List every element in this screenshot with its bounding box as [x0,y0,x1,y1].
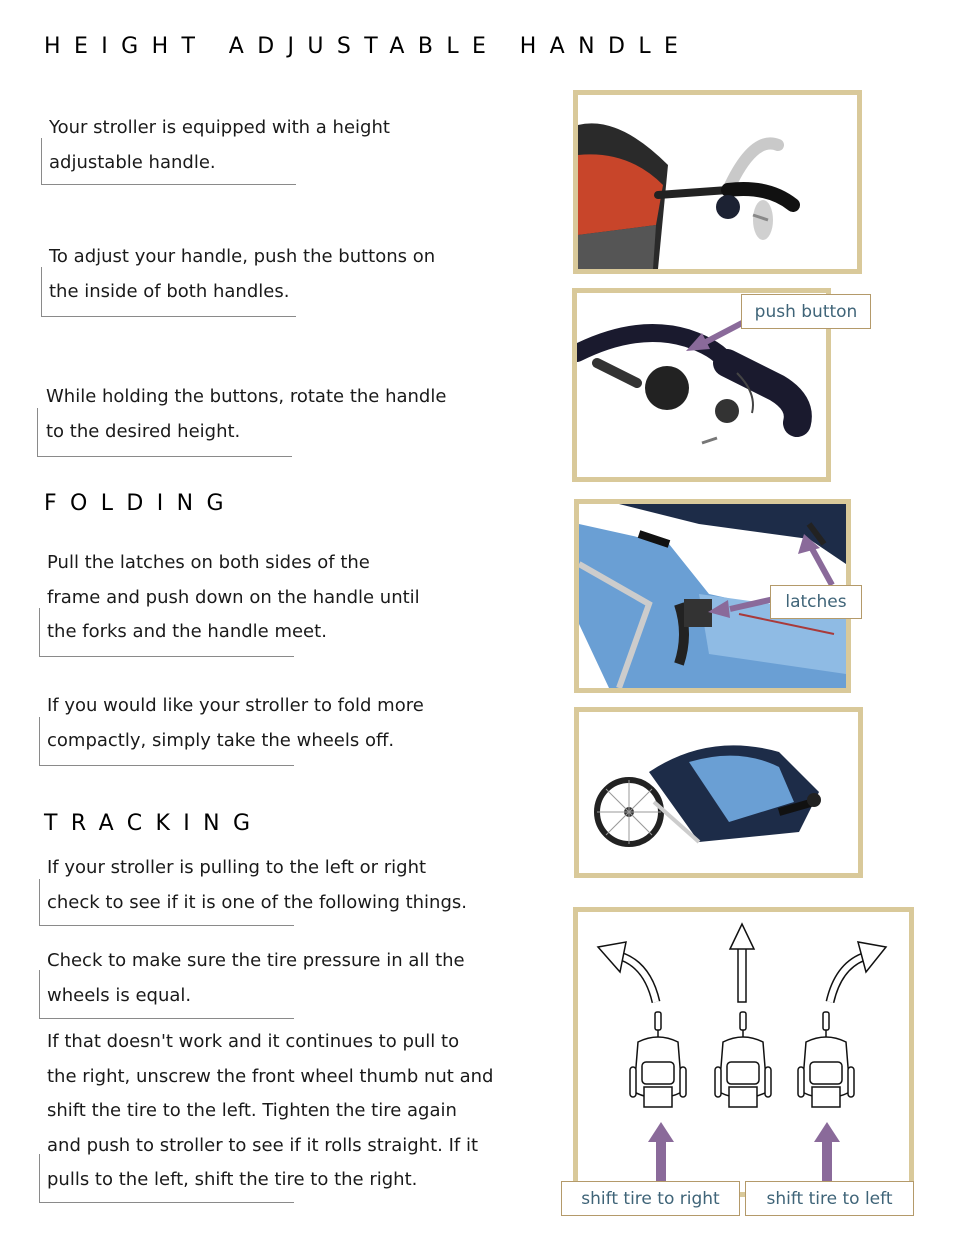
text-line: If you would like your stroller to fold more [47,695,424,716]
text-line: the right, unscrew the front wheel thumb nut and [47,1065,494,1087]
text-line: Pull the latches on both sides of the [47,552,370,573]
text-line: To adjust your handle, push the buttons on [49,246,436,267]
stroller-handle-illustration [578,95,857,269]
text-line: wheels is equal. [47,984,192,1006]
paragraph-bracket [39,717,294,766]
callout-latches: latches [770,585,862,619]
text-line: to the desired height. [46,420,241,442]
section-title-height-adjustable-handle: HEIGHT ADJUSTABLE HANDLE [44,34,692,59]
text-line: and push to stroller to see if it rolls straight. If it [47,1134,478,1156]
callout-shift-tire-right: shift tire to right [561,1181,740,1216]
text-line: While holding the buttons, rotate the handle [46,386,447,407]
text-line: the inside of both handles. [49,280,290,302]
paragraph-bracket [41,267,296,317]
pointer-arrow [680,315,750,355]
text-line: frame and push down on the handle until [47,586,420,608]
stroller-tracking-illustration [578,912,909,1192]
text-line: If your stroller is pulling to the left or right [47,857,427,878]
section-title-folding: FOLDING [44,491,237,516]
text-line: pulls to the left, shift the tire to the right. [47,1169,418,1190]
text-line: If that doesn't work and it continues to pull to [47,1031,460,1052]
callout-shift-tire-left: shift tire to left [745,1181,914,1216]
callout-push-button: push button [741,294,871,329]
tracking-diagram [573,907,914,1197]
paragraph-bracket [39,1154,294,1203]
text-line: Check to make sure the tire pressure in all the [47,950,465,971]
text-line: compactly, simply take the wheels off. [47,729,395,751]
paragraph-bracket [39,608,294,657]
text-line: the forks and the handle meet. [47,621,327,642]
paragraph-bracket [37,408,292,457]
folded-stroller-illustration [579,712,858,873]
section-title-tracking: TRACKING [44,811,264,836]
text-line: check to see if it is one of the following things. [47,891,467,913]
paragraph-bracket [39,970,294,1019]
paragraph-bracket [41,138,296,185]
paragraph-bracket [39,879,294,926]
text-line: Your stroller is equipped with a height [49,117,390,138]
photo-folded-stroller [574,707,863,878]
photo-handle-adjust [573,90,862,274]
text-line: shift the tire to the left. Tighten the tire again [47,1100,457,1121]
text-line: adjustable handle. [49,151,216,173]
